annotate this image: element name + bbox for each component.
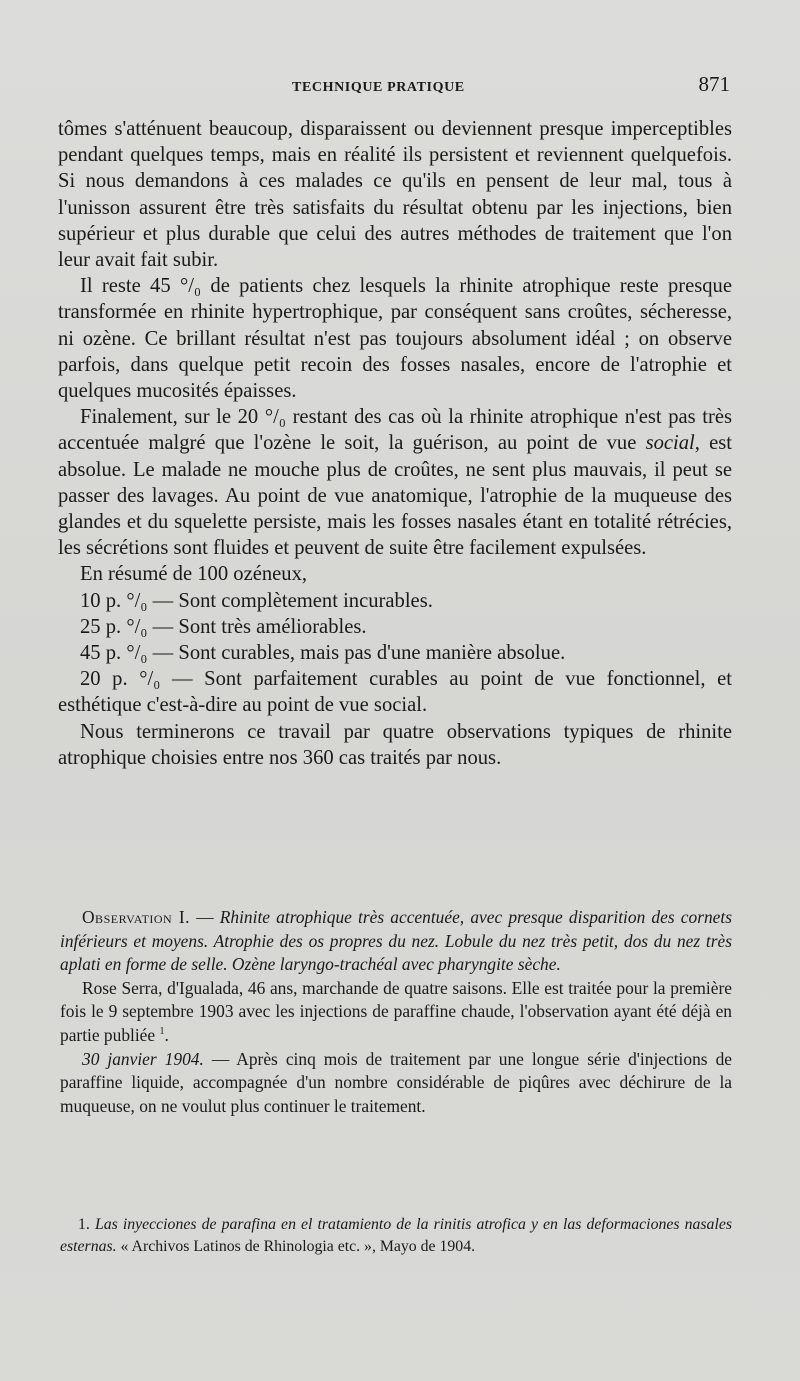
paragraph-1: tômes s'atténuent beaucoup, disparaissent ou deviennent presque imperceptibles pendant quelques temps, mais en réalité ils persistent et reviennent quelquefois. Si nous demandons à ces malades ce qu'ils en pensent de leur mal, tous à l'unisson assurent être très satisfaits du résultat obtenu par les injections, bien supérieur et plus durable que celui des autres méthodes de traitement que l'on leur avait fait subir.	[58, 118, 732, 272]
paragraph-conclusion: Nous terminerons ce travail par quatre observations typiques de rhinite atrophique choisies entre nos 360 cas traités par nous.	[58, 720, 732, 769]
footnote-reference: 1	[159, 1026, 165, 1038]
footnote-rest: « Archivos Latinos de Rhinologia etc. », Mayo de 1904.	[116, 1238, 476, 1255]
observation-label: Observation I.	[82, 907, 191, 927]
footnote-number: 1.	[78, 1216, 90, 1233]
observation-section	[60, 906, 732, 1118]
summary-item-3: 45 p. °/₀ — Sont curables, mais pas d'une manière absolue.	[80, 642, 566, 665]
footnote-text	[60, 1214, 732, 1258]
observation-paragraph-2-text: — Après cinq mois de traitement par une longue série d'injections de paraffine liquide, accompagnée d'un nombre considérable de piqûres avec déchirure de la muqueuse, on ne voulut plus continuer le traitement.	[60, 1048, 732, 1116]
summary-intro: En résumé de 100 ozéneux,	[80, 563, 308, 586]
page-header	[60, 74, 730, 104]
summary-item-4: 20 p. °/₀ — Sont parfaitement curables au point de vue fonctionnel, et esthétique c'est-à-dire au point de vue social.	[58, 668, 732, 717]
observation-heading	[60, 906, 732, 977]
paragraph-3	[58, 404, 732, 561]
paragraph-3-part-b: , est absolue. Le malade ne mouche plus de croûtes, ne sent plus mauvais, il peut se passer des lavages. Au point de vue anatomique, l'atrophie de la muqueuse des glandes et du squelette persiste, mais les fosses nasales étant en totalité rétrécies, les sécrétions sont fluides et peuvent de suite être facilement expulsées.	[58, 432, 732, 560]
running-head: TECHNIQUE PRATIQUE	[292, 80, 465, 95]
summary-item-2: 25 p. °/₀ — Sont très améliorables.	[80, 615, 367, 638]
observation-date: 30 janvier 1904.	[82, 1048, 204, 1069]
paragraph-3-part-a: Finalement, sur le 20 °/₀ restant des cas où la rhinite atrophique n'est pas très accentuée malgré que l'ozène le soit, la guérison, au point de vue	[58, 406, 732, 455]
observation-paragraph-1-end: .	[164, 1024, 169, 1045]
observation-dash: —	[190, 907, 220, 927]
paragraph-3-emphasis: social	[645, 432, 695, 455]
footnote	[60, 1214, 732, 1258]
observation-paragraph-1	[60, 977, 732, 1048]
footnote-title: Las inyecciones de parafina en el tratamiento de la rinitis atrofica y en las deformaciones nasales esternas.	[60, 1216, 732, 1255]
summary-item-1: 10 p. °/₀ — Sont complètement incurables.	[80, 589, 433, 612]
observation-paragraph-1-text: Rose Serra, d'Igualada, 46 ans, marchande de quatre saisons. Elle est traitée pour la première fois le 9 septembre 1903 avec les injections de paraffine chaude, l'observation ayant été déjà en partie publiée	[60, 977, 732, 1045]
page-number: 871	[698, 72, 730, 96]
observation-title: Rhinite atrophique très accentuée, avec presque disparition des cornets inférieurs et moyens. Atrophie des os propres du nez. Lobule du nez très petit, dos du nez très aplati en forme de selle. Ozène laryngo-trachéal avec pharyngite sèche.	[60, 907, 732, 975]
paragraph-2: Il reste 45 °/₀ de patients chez lesquels la rhinite atrophique reste presque transformée en rhinite hypertrophique, par conséquent sans croûtes, sécheresse, ni ozène. Ce brillant résultat n'est pas toujours absolument idéal ; on observe parfois, dans quelque petit recoin des fosses nasales, encore de l'atrophie et quelques mucosités épaisses.	[58, 275, 732, 403]
main-text	[58, 116, 732, 771]
observation-paragraph-2	[60, 1048, 732, 1119]
